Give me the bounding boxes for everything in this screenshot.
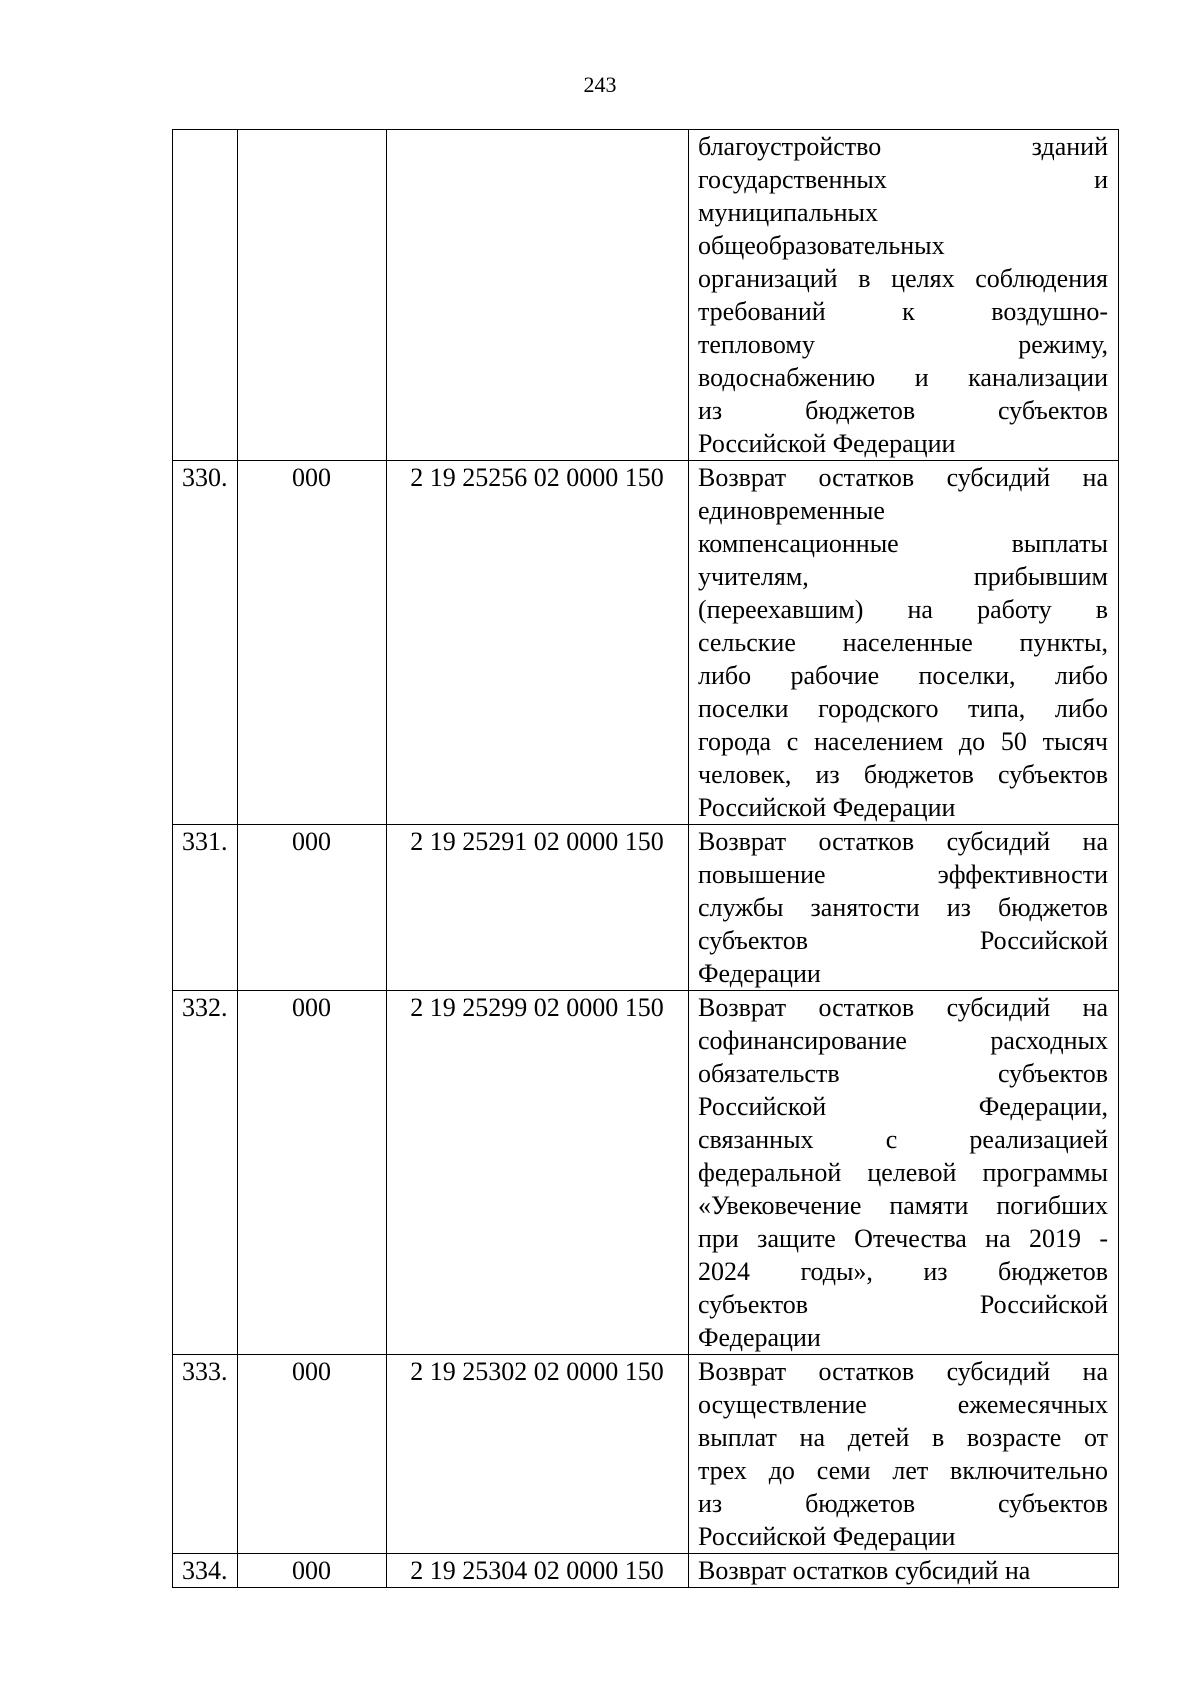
- revenue-name-line: поселки городского типа, либо: [698, 694, 1108, 723]
- table-row: [173, 1554, 1119, 1588]
- revenue-name-line: города с населением до 50 тысяч: [698, 727, 1108, 756]
- row-number-cell: 333.: [173, 1355, 238, 1554]
- revenue-name-line: субъектов Российской: [698, 926, 1108, 955]
- revenue-name-cell: [689, 130, 1119, 461]
- revenue-name-line: тепловому режиму,: [698, 330, 1108, 359]
- admin-code-cell: 000: [238, 825, 387, 991]
- budget-code-cell: 2 19 25256 02 0000 150: [387, 461, 689, 825]
- revenue-name-line: службы занятости из бюджетов: [698, 893, 1108, 922]
- row-number-cell: [173, 130, 238, 461]
- budget-code-cell: 2 19 25299 02 0000 150: [387, 991, 689, 1355]
- budget-code-cell: 2 19 25304 02 0000 150: [387, 1554, 689, 1588]
- admin-code-cell: 000: [238, 461, 387, 825]
- admin-code-cell: [238, 130, 387, 461]
- table-body: [173, 130, 1119, 1588]
- revenue-name-line: Возврат остатков субсидий на: [698, 1357, 1108, 1386]
- revenue-name-line: Возврат остатков субсидий на: [698, 463, 1108, 492]
- page-number: 243: [583, 72, 617, 97]
- revenue-name-line: при защите Отечества на 2019 -: [698, 1224, 1108, 1253]
- revenue-name-line: компенсационные выплаты: [698, 529, 1108, 558]
- revenue-name-line: благоустройство зданий: [698, 132, 1108, 161]
- row-number-cell: 334.: [173, 1554, 238, 1588]
- revenue-name-line: «Увековечение памяти погибших: [698, 1191, 1108, 1220]
- revenue-name-line: связанных с реализацией: [698, 1125, 1108, 1154]
- budget-code-cell: 2 19 25302 02 0000 150: [387, 1355, 689, 1554]
- table-row: [173, 825, 1119, 991]
- revenue-name-cell: [689, 825, 1119, 991]
- budget-code-cell: 2 19 25291 02 0000 150: [387, 825, 689, 991]
- revenue-name-line: федеральной целевой программы: [698, 1158, 1108, 1187]
- revenue-name-line: требований к воздушно-: [698, 297, 1108, 326]
- revenue-name-line: единовременные: [698, 496, 885, 525]
- budget-codes-table: [172, 129, 1119, 1588]
- revenue-name-line: сельские населенные пункты,: [698, 628, 1108, 657]
- revenue-name-cell: [689, 1355, 1119, 1554]
- table-row: [173, 991, 1119, 1355]
- revenue-name-line: (переехавшим) на работу в: [698, 595, 1108, 624]
- admin-code-cell: 000: [238, 1554, 387, 1588]
- revenue-name-line: человек, из бюджетов субъектов: [698, 760, 1108, 789]
- revenue-name-cell: [689, 1554, 1119, 1588]
- revenue-name-line: Российской Федерации: [698, 793, 956, 822]
- revenue-name-line: организаций в целях соблюдения: [698, 264, 1108, 293]
- revenue-name-line: государственных и: [698, 165, 1108, 194]
- budget-code-cell: [387, 130, 689, 461]
- row-number-cell: 331.: [173, 825, 238, 991]
- admin-code-cell: 000: [238, 1355, 387, 1554]
- table-row: [173, 130, 1119, 461]
- revenue-name-cell: [689, 991, 1119, 1355]
- revenue-name-line: выплат на детей в возрасте от: [698, 1423, 1108, 1452]
- revenue-name-line: Российской Федерации: [698, 429, 956, 458]
- revenue-name-line: 2024 годы», из бюджетов: [698, 1257, 1108, 1286]
- revenue-name-line: муниципальных: [698, 198, 879, 227]
- revenue-name-line: общеобразовательных: [698, 231, 945, 260]
- table-row: [173, 1355, 1119, 1554]
- admin-code-cell: 000: [238, 991, 387, 1355]
- revenue-name-line: трех до семи лет включительно: [698, 1456, 1108, 1485]
- revenue-name-line: из бюджетов субъектов: [698, 1489, 1108, 1518]
- revenue-name-line: Возврат остатков субсидий на: [698, 993, 1108, 1022]
- revenue-name-line: осуществление ежемесячных: [698, 1390, 1108, 1419]
- revenue-name-line: учителям, прибывшим: [698, 562, 1108, 591]
- row-number-cell: 332.: [173, 991, 238, 1355]
- revenue-name-line: субъектов Российской: [698, 1290, 1108, 1319]
- revenue-name-line: Возврат остатков субсидий на: [698, 1556, 1031, 1585]
- revenue-name-line: из бюджетов субъектов: [698, 396, 1108, 425]
- revenue-name-line: либо рабочие поселки, либо: [698, 661, 1108, 690]
- revenue-name-line: повышение эффективности: [698, 860, 1108, 889]
- revenue-name-line: обязательств субъектов: [698, 1059, 1108, 1088]
- revenue-name-line: Возврат остатков субсидий на: [698, 827, 1108, 856]
- revenue-name-line: софинансирование расходных: [698, 1026, 1108, 1055]
- table-row: [173, 461, 1119, 825]
- revenue-name-line: Федерации: [698, 1323, 821, 1352]
- revenue-name-line: водоснабжению и канализации: [698, 363, 1108, 392]
- revenue-name-line: Федерации: [698, 959, 821, 988]
- revenue-name-line: Российской Федерации: [698, 1522, 956, 1551]
- revenue-name-cell: [689, 461, 1119, 825]
- row-number-cell: 330.: [173, 461, 238, 825]
- revenue-name-line: Российской Федерации,: [698, 1092, 1108, 1121]
